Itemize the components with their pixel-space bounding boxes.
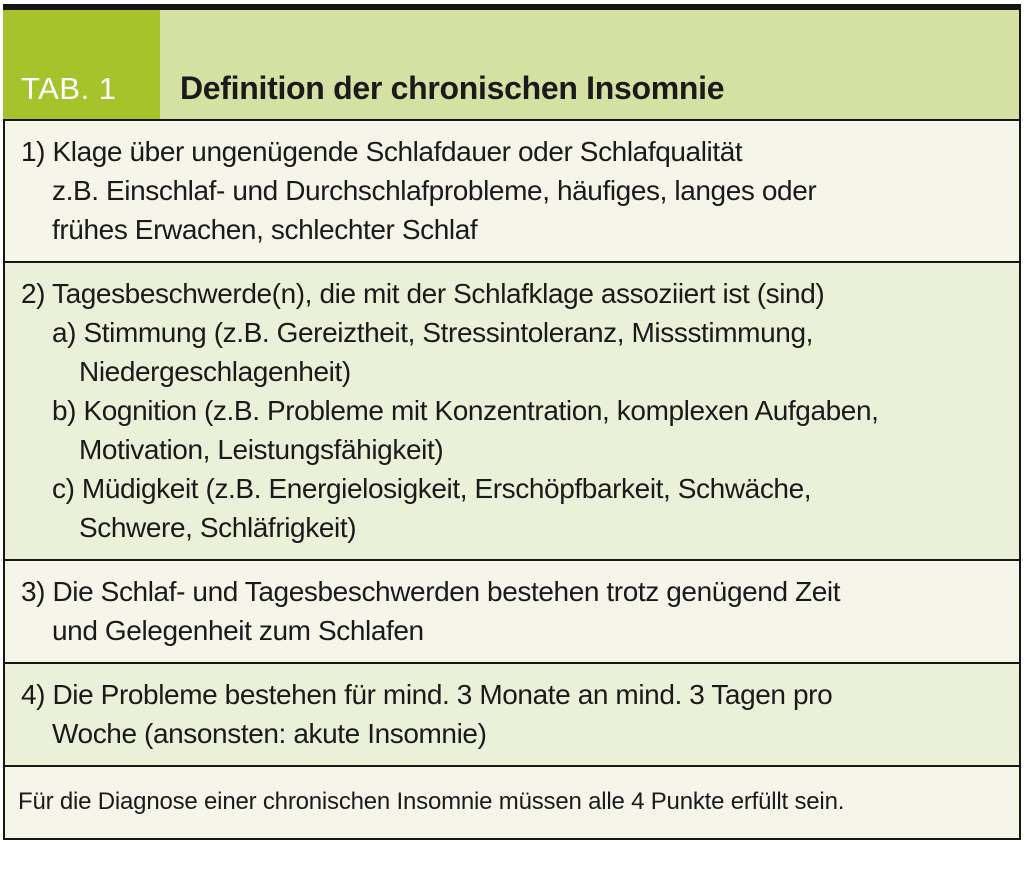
table-tag-block xyxy=(3,10,160,119)
text-line: 3) Die Schlaf- und Tagesbeschwerden bestehen trotz genügend Zeit xyxy=(21,576,841,607)
text-line: c) Müdigkeit (z.B. Energielosigkeit, Erschöpfbarkeit, Schwäche, xyxy=(52,473,812,504)
text-line: Niedergeschlagenheit) xyxy=(79,356,351,387)
table-footnote xyxy=(5,765,1019,838)
text-line: frühes Erwachen, schlechter Schlaf xyxy=(52,214,478,245)
table-tag: TAB. 1 xyxy=(21,71,117,106)
table-row-4 xyxy=(5,662,1019,765)
text-line: z.B. Einschlaf- und Durchschlafprobleme, häufiges, langes oder xyxy=(52,175,817,206)
text-line: b) Kognition (z.B. Probleme mit Konzentration, komplexen Aufgaben, xyxy=(52,395,879,426)
text-line: 1) Klage über ungenügende Schlafdauer oder Schlafqualität xyxy=(21,136,743,167)
table-row-2 xyxy=(5,261,1019,559)
text-line: Motivation, Leistungsfähigkeit) xyxy=(79,434,444,465)
table-card xyxy=(3,4,1021,840)
table-row-1 xyxy=(5,121,1019,261)
text-line: Woche (ansonsten: akute Insomnie) xyxy=(52,718,487,749)
table-body xyxy=(3,119,1021,840)
table-row-3 xyxy=(5,559,1019,662)
text-line: a) Stimmung (z.B. Gereiztheit, Stressintoleranz, Missstimmung, xyxy=(52,317,813,348)
text-line: 2) Tagesbeschwerde(n), die mit der Schlafklage assoziiert ist (sind) xyxy=(21,278,825,309)
text-line: Schwere, Schläfrigkeit) xyxy=(79,512,357,543)
table-title: Definition der chronischen Insomnie xyxy=(180,70,725,106)
text-line: 4) Die Probleme bestehen für mind. 3 Monate an mind. 3 Tagen pro xyxy=(21,679,833,710)
text-line: und Gelegenheit zum Schlafen xyxy=(52,615,424,646)
table-header xyxy=(3,10,1021,119)
table-title-block xyxy=(160,10,1019,119)
text-line: Für die Diagnose einer chronischen Insomnie müssen alle 4 Punkte erfüllt sein. xyxy=(18,788,845,815)
